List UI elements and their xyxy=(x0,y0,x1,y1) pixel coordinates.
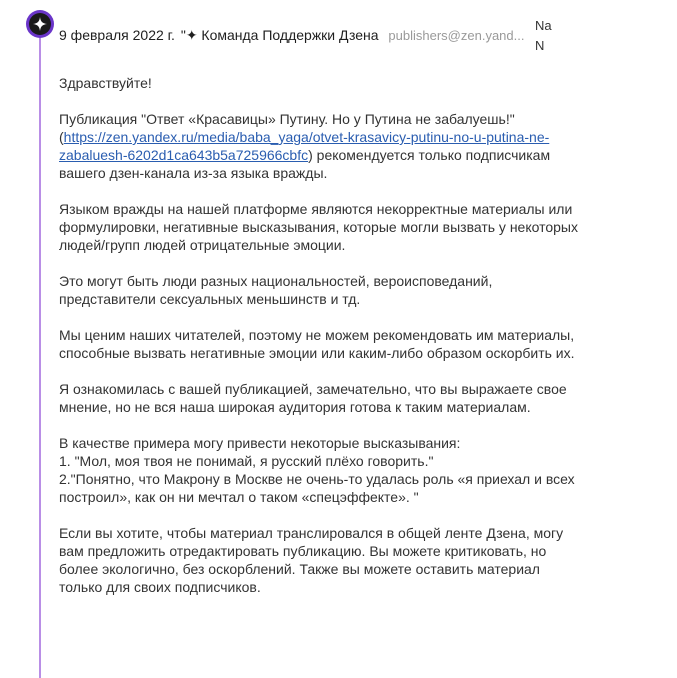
paragraph-publication-start: Публикация "Ответ «Красавицы» Путину. Но у Путина не забалуешь!" ( xyxy=(59,111,515,145)
paragraph-hate-speech-definition: Языком вражды на нашей платформе являются некорректные материалы или формулировки, негативные высказывания, которые могли вызвать у некоторых людей/групп людей отрицательные эмоции. xyxy=(59,201,578,253)
message-body xyxy=(59,74,579,614)
sender-name[interactable]: "✦ Команда Поддержки Дзена xyxy=(180,27,379,43)
paragraph-suggestion: Если вы хотите, чтобы материал транслировался в общей ленте Дзена, могу вам предложить отредактировать публикацию. Вы можете критиковать, но более экологично, без оскорблений. Также вы можете оставить материал только для своих подписчиков. xyxy=(59,525,564,595)
sender-avatar[interactable] xyxy=(26,10,54,38)
paragraph-publication-end: ) рекомендуется только подписчикам вашего дзен-канала из-за языка вражды. xyxy=(59,147,551,181)
example-item-1: 1. "Мол, моя твоя не понимай, я русский плёхо говорить." xyxy=(59,453,434,469)
paragraph-examples xyxy=(59,434,579,506)
example-item-2: 2."Понятно, что Макрону в Москве не очень-то удалась роль «я приехал и всех построил», как он ни мечтал о таком «спецэффекте». " xyxy=(59,471,575,505)
paragraph-groups: Это могут быть люди разных национальностей, вероисповеданий, представители сексуальных меньшинств и тд. xyxy=(59,273,493,307)
thread-line xyxy=(39,38,41,678)
sender-email[interactable]: publishers@zen.yand... xyxy=(388,28,525,43)
zen-star-icon xyxy=(29,13,51,35)
truncated-label-top: Na xyxy=(535,18,552,33)
truncated-label xyxy=(535,16,552,56)
greeting: Здравствуйте! xyxy=(59,75,152,91)
truncated-label-bottom: N xyxy=(535,38,545,53)
paragraph-publication xyxy=(59,110,579,182)
examples-intro: В качестве примера могу привести некоторые высказывания: xyxy=(59,435,461,451)
publication-link[interactable]: https://zen.yandex.ru/media/baba_yaga/otvet-krasavicy-putinu-no-u-putina-ne-zabaluesh-6202d1ca643b5a725966cbfc xyxy=(59,129,550,163)
message-date: 9 февраля 2022 г. xyxy=(59,27,175,43)
paragraph-review: Я ознакомилась с вашей публикацией, замечательно, что вы выражаете свое мнение, но не вся наша широкая аудитория готова к таким материалам. xyxy=(59,381,567,415)
paragraph-readers: Мы ценим наших читателей, поэтому не можем рекомендовать им материалы, способные вызвать негативные эмоции или каким-либо образом оскорбить их. xyxy=(59,327,575,361)
message-header xyxy=(59,26,529,45)
